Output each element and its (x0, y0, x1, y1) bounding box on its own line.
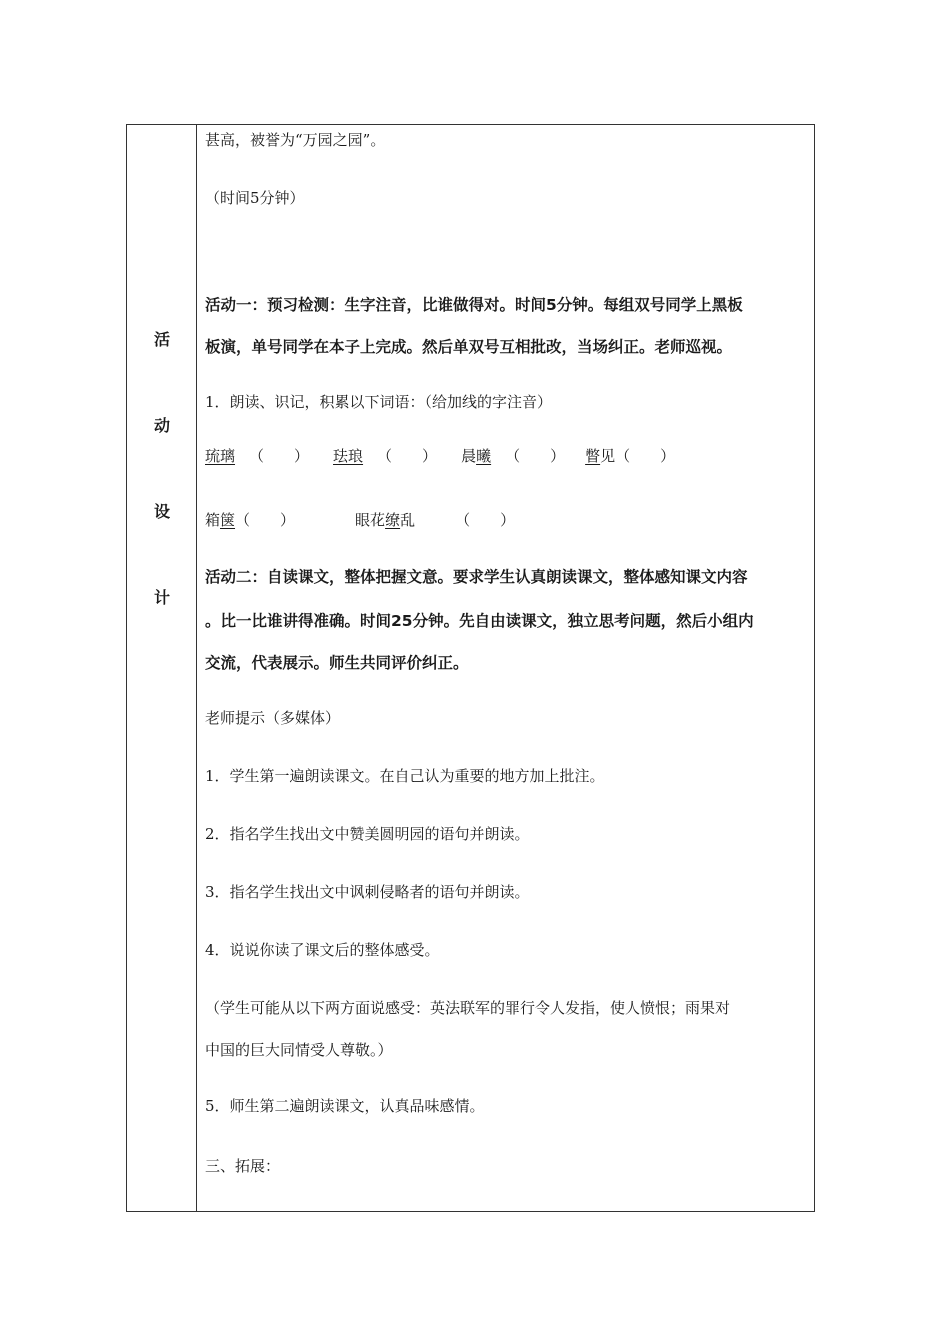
activity-one-line: 活动一：预习检测：生字注音，比谁做得对。时间5分钟。每组双号同学上黑板 (205, 296, 743, 314)
text-line: 甚高，被誉为“万园之园”。 (205, 131, 386, 149)
side-label-char: 活 (153, 330, 170, 349)
vocab-word: 箧 (220, 511, 236, 529)
question-one: 1．朗读、识记，积累以下词语：（给加线的字注音） (205, 393, 553, 411)
vocab-word: 珐琅 (333, 447, 364, 465)
vocab-word-rest: 乱 (400, 511, 416, 529)
vocab-row (205, 509, 515, 530)
side-label-char: 计 (153, 588, 170, 607)
lesson-table (126, 124, 815, 1212)
time-note: （时间5分钟） (205, 189, 305, 207)
pinyin-blank: （ ） (505, 447, 566, 465)
pinyin-blank: （ ） (455, 511, 516, 529)
teacher-hint: 老师提示（多媒体） (205, 709, 341, 727)
side-label-column (127, 125, 197, 1211)
step-item: 3．指名学生找出文中讽刺侵略者的语句并朗读。 (205, 883, 530, 901)
pinyin-blank: （ ） (235, 511, 296, 529)
step-item: 2．指名学生找出文中赞美圆明园的语句并朗读。 (205, 825, 530, 843)
activity-two-line: 。比一比谁讲得准确。时间25分钟。先自由读课文，独立思考问题，然后小组内 (205, 612, 754, 630)
step-item: 4．说说你读了课文后的整体感受。 (205, 941, 440, 959)
activity-two-line: 活动二：自读课文，整体把握文意。要求学生认真朗读课文，整体感知课文内容 (205, 568, 748, 586)
section-heading: 三、拓展： (205, 1157, 281, 1175)
vocab-word-prefix: 晨 (461, 447, 477, 465)
vocab-word-prefix: 眼花 (355, 511, 386, 529)
vocab-word: 曦 (476, 447, 492, 465)
vocab-word-rest: 见 (600, 447, 616, 465)
vocab-word: 瞥 (585, 447, 601, 465)
vocab-word: 缭 (385, 511, 401, 529)
side-label-char: 动 (153, 416, 170, 435)
pinyin-blank: （ ） (377, 447, 438, 465)
step-item: 5．师生第二遍朗读课文，认真品味感情。 (205, 1097, 485, 1115)
activity-one-line: 板演，单号同学在本子上完成。然后单双号互相批改，当场纠正。老师巡视。 (205, 338, 733, 356)
side-label-char: 设 (153, 502, 170, 521)
step-note: 中国的巨大同情受人尊敬。） (205, 1041, 393, 1059)
step-item: 1．学生第一遍朗读课文。在自己认为重要的地方加上批注。 (205, 767, 605, 785)
activity-two-line: 交流，代表展示。师生共同评价纠正。 (205, 654, 469, 672)
step-note: （学生可能从以下两方面说感受：英法联军的罪行令人发指，使人愤恨；雨果对 (205, 999, 731, 1017)
pinyin-blank: （ ） (249, 447, 310, 465)
vocab-row (205, 445, 675, 466)
vocab-word-prefix: 箱 (205, 511, 221, 529)
pinyin-blank: （ ） (615, 447, 676, 465)
vocab-word: 琉璃 (205, 447, 236, 465)
